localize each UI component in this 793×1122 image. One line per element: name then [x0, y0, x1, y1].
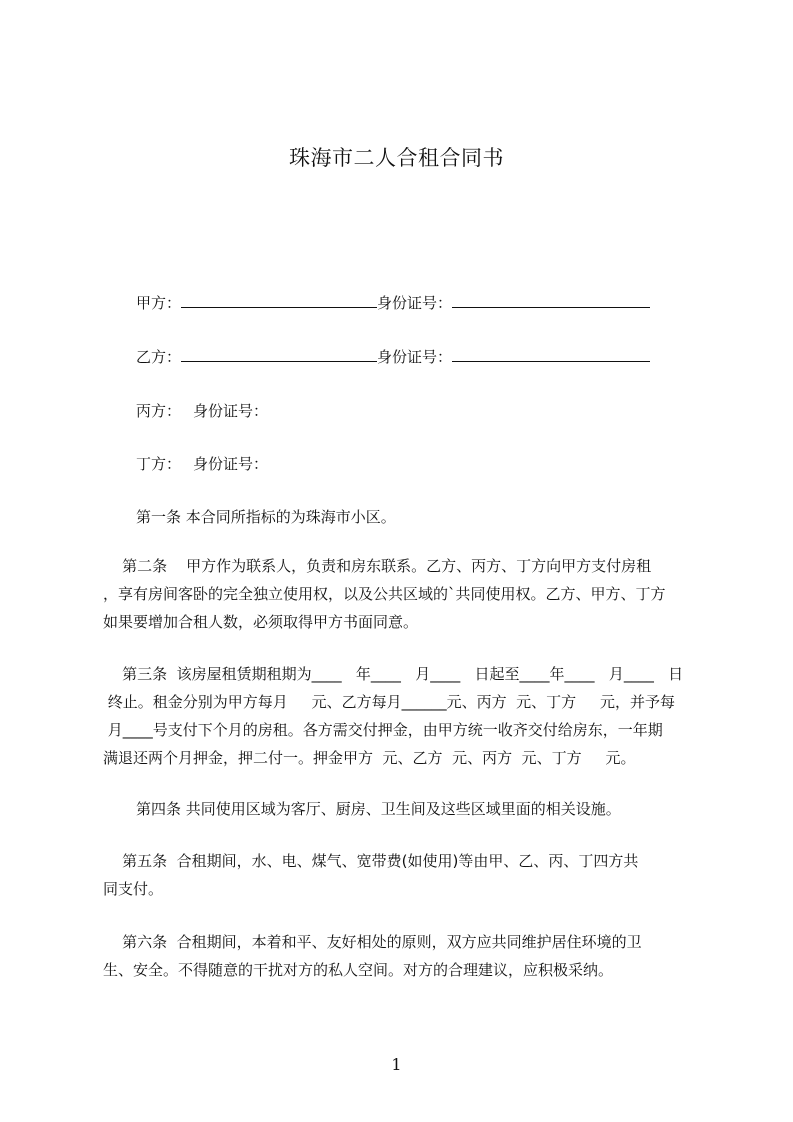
party-yi-id-label: 身份证号：: [377, 348, 453, 366]
article-6-line-1: 第六条 合租期间，本着和平、友好相处的原则，双方应共同维护居住环境的卫: [103, 933, 642, 951]
document-title: 珠海市二人合租合同书: [289, 146, 504, 170]
article-5-line-2: 同支付。: [103, 880, 164, 898]
party-bing-label: 丙方：: [136, 402, 182, 420]
article-3-line-3: 月____号支付下个月的房租。各方需交付押金，由甲方统一收齐交付给房东，一年期: [103, 721, 663, 739]
article-2-line-3: 如果要增加合租人数，必须取得甲方书面同意。: [103, 613, 419, 631]
party-yi-line: [136, 346, 650, 367]
party-jia-line: [136, 292, 650, 313]
article-6: [103, 928, 703, 984]
article-5: [103, 847, 703, 903]
article-3-line-4: 满退还两个月押金，押二付一。押金甲方 元、乙方 元、丙方 元、丁方 元。: [103, 749, 636, 767]
article-5-line-1: 第五条 合租期间，水、电、煤气、宽带费(如使用)等由甲、乙、丙、丁四方共: [103, 852, 639, 870]
article-1: 第一条 本合同所指标的为珠海市小区。: [136, 508, 396, 526]
party-yi-label: 乙方：: [136, 348, 182, 366]
party-bing-id-label: 身份证号：: [193, 402, 269, 420]
party-ding-line: [136, 453, 268, 474]
party-jia-id-blank: [452, 293, 650, 308]
party-yi-id-blank: [452, 347, 650, 362]
party-bing-line: [136, 400, 268, 421]
article-3: [103, 660, 703, 772]
article-2: [103, 552, 703, 636]
party-ding-label: 丁方：: [136, 455, 182, 473]
party-jia-name-blank: [181, 293, 377, 308]
party-jia-label: 甲方：: [136, 294, 182, 312]
page-number: 1: [391, 1055, 402, 1074]
article-2-line-1: 第二条 甲方作为联系人，负责和房东联系。乙方、丙方、丁方向甲方支付房租: [103, 557, 652, 575]
article-3-line-2: 终止。租金分别为甲方每月 元、乙方每月______元、丙方 元、丁方 元，并予每: [103, 693, 675, 711]
party-jia-id-label: 身份证号：: [377, 294, 453, 312]
party-ding-id-label: 身份证号：: [193, 455, 269, 473]
article-4: 第四条 共同使用区域为客厅、厨房、卫生间及这些区域里面的相关设施。: [136, 800, 621, 818]
article-6-line-2: 生、安全。不得随意的干扰对方的私人空间。对方的合理建议，应积极采纳。: [103, 961, 614, 979]
article-2-line-2: ，享有房间客卧的完全独立使用权，以及公共区域的`共同使用权。乙方、甲方、丁方: [103, 585, 666, 603]
party-yi-name-blank: [181, 347, 377, 362]
article-3-line-1: 第三条 该房屋租赁期租期为____ 年____ 月____ 日起至____年____ 月____ 日: [103, 665, 684, 683]
